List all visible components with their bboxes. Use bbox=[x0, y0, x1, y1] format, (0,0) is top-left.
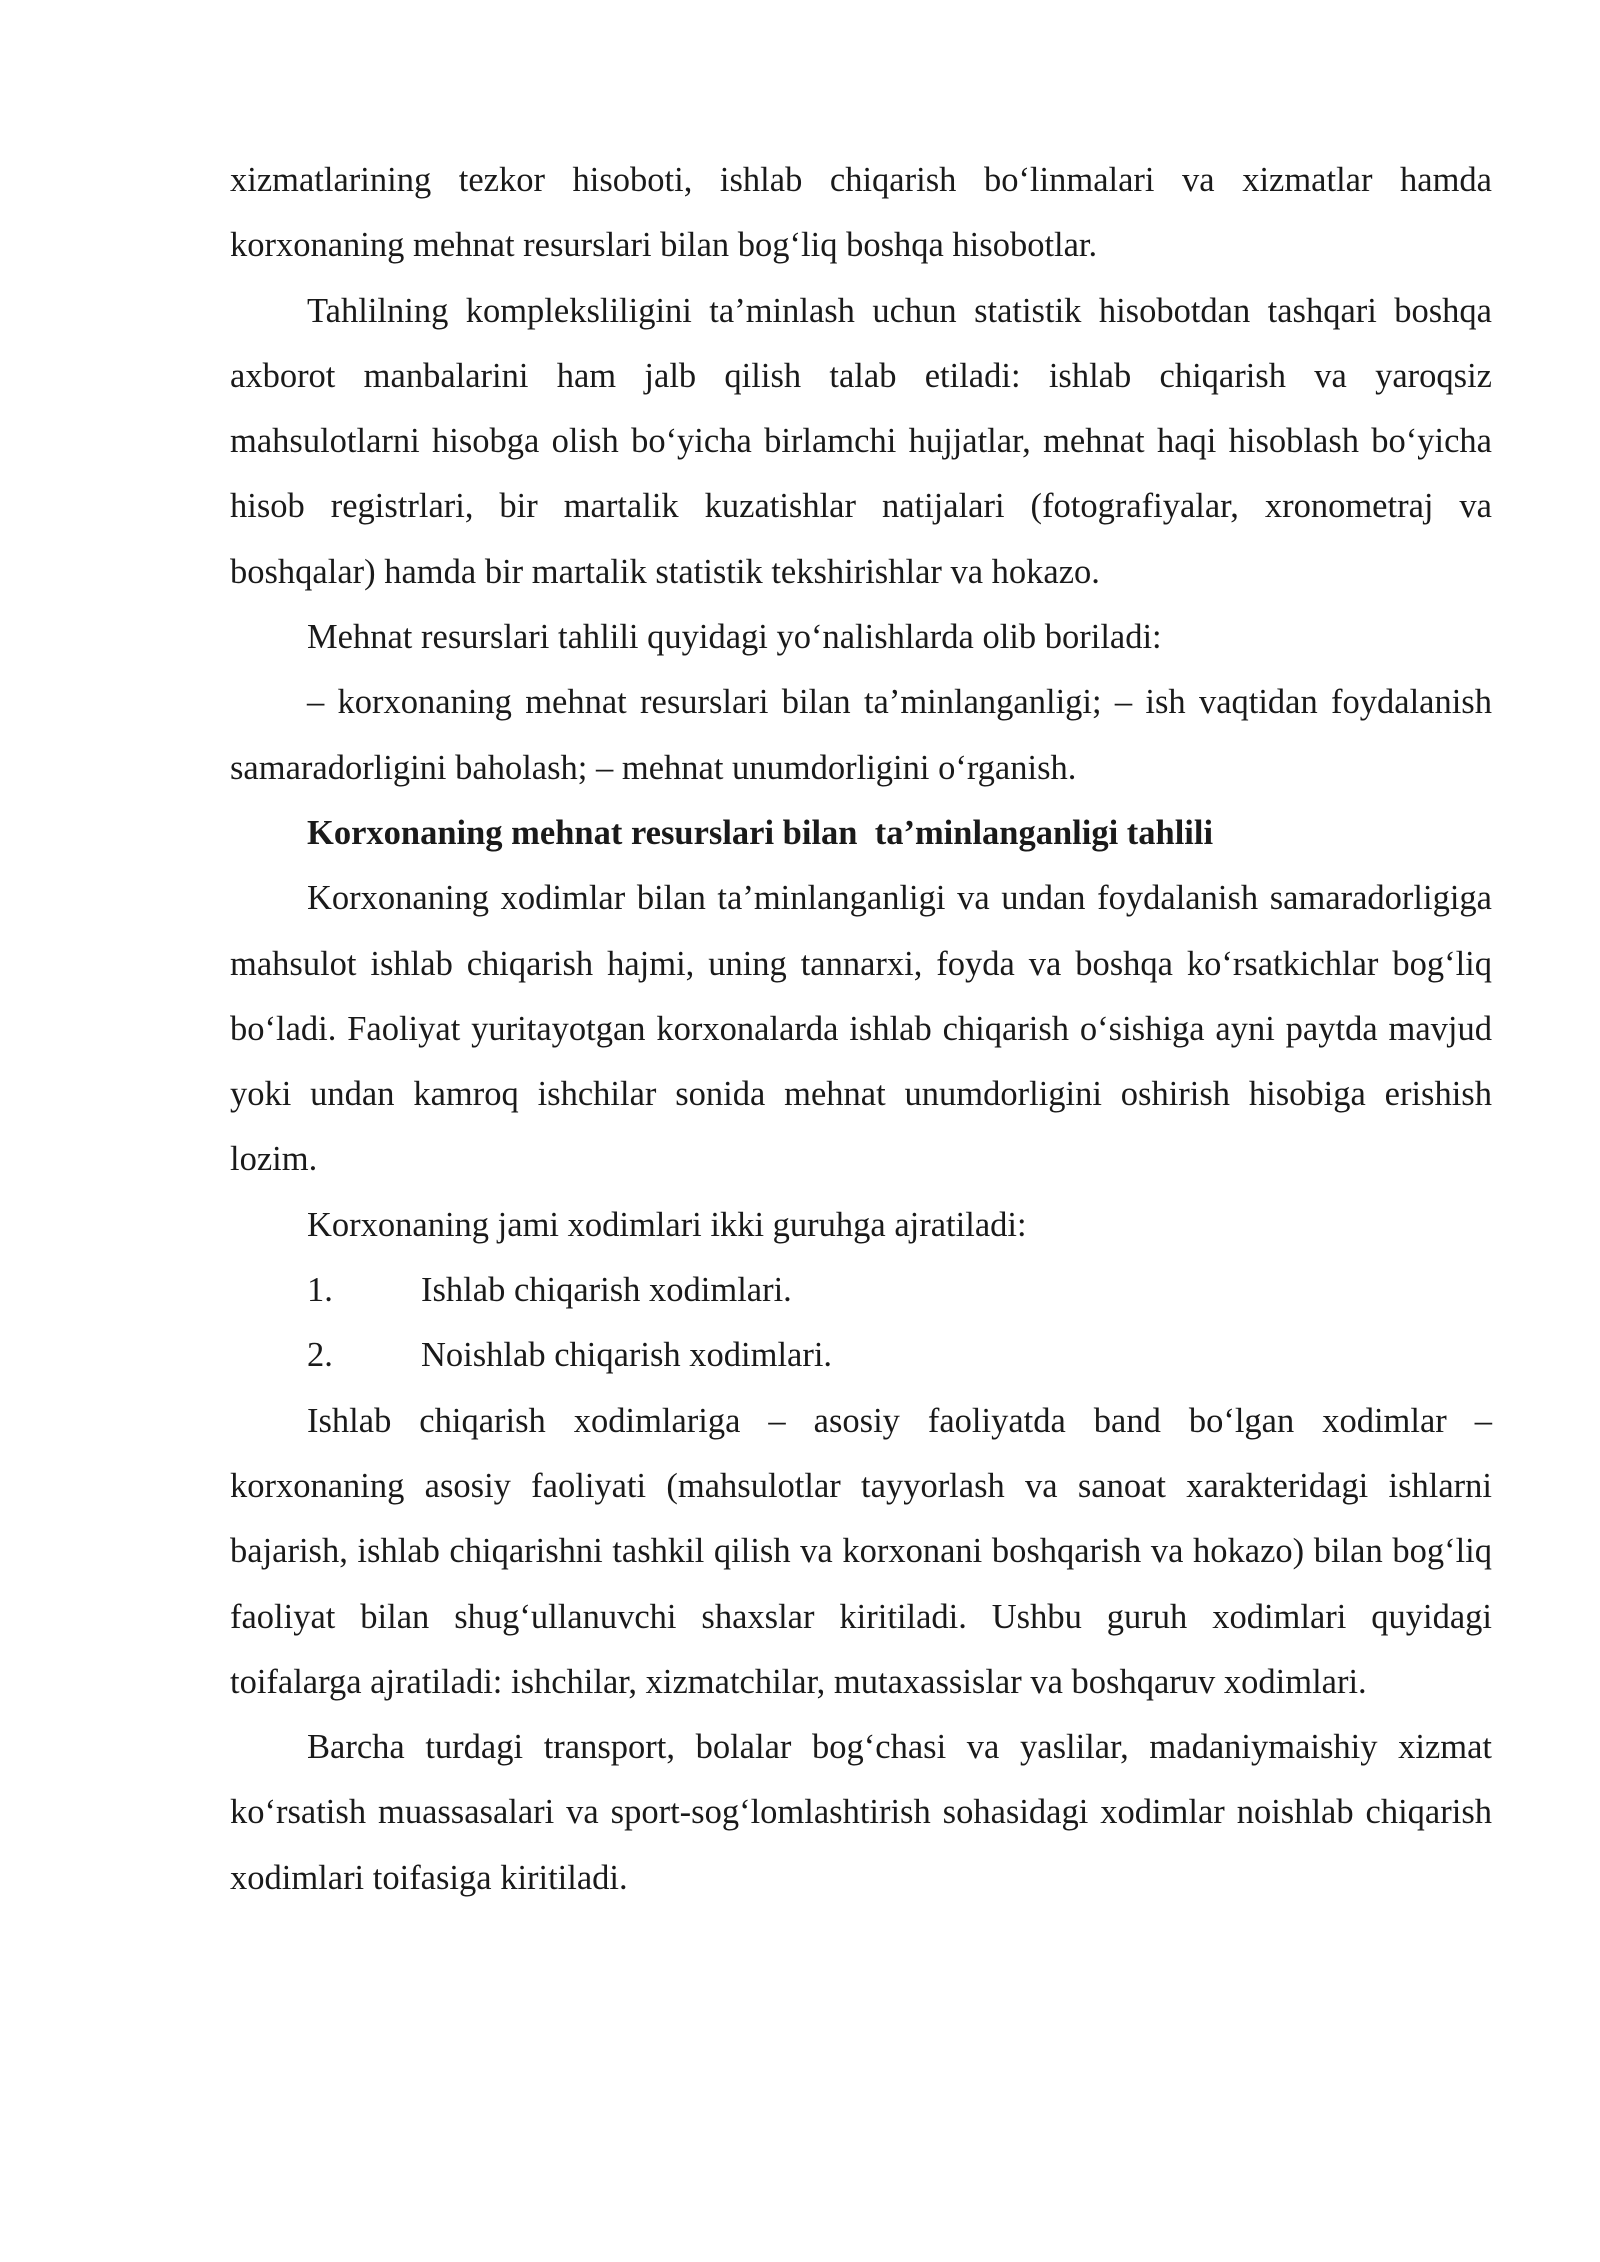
paragraph-staffing: Korxonaning xodimlar bilan ta’minlanganligi va undan foydalanish samaradorligiga mahsulot ishlab chiqarish hajmi, uning tannarxi, foyda va boshqa ko‘rsatkichlar bog‘liq bo‘ladi. Faoliyat yuritayotgan korxonalarda ishlab chiqarish o‘sishiga ayni paytda mavjud yoki undan kamroq ishchilar sonida mehnat unumdorligini oshirish hisobiga erishish lozim. bbox=[230, 879, 1492, 1179]
section-heading: Korxonaning mehnat resurslari bilan ta’minlanganligi tahlili bbox=[307, 813, 1214, 852]
list-item-text: Noishlab chiqarish xodimlari. bbox=[421, 1336, 833, 1375]
paragraph-directions-list: – korxonaning mehnat resurslari bilan ta’minlanganligi; – ish vaqtidan foydalanish samaradorligini baholash; – mehnat unumdorligini o‘rganish. bbox=[230, 683, 1492, 787]
document-page bbox=[230, 148, 1492, 1911]
paragraph-analysis-directions: Mehnat resurslari tahlili quyidagi yo‘nalishlarda olib boriladi: bbox=[307, 618, 1162, 657]
paragraph-staff-groups: Korxonaning jami xodimlari ikki guruhga ajratiladi: bbox=[307, 1205, 1027, 1244]
paragraph-production-staff: Ishlab chiqarish xodimlariga – asosiy faoliyatda band bo‘lgan xodimlar – korxonaning asosiy faoliyati (mahsulotlar tayyorlash va sanoat xarakteridagi ishlarni bajarish, ishlab chiqarishni tashkil qilish va korxonani boshqarish va hokazo) bilan bog‘liq faoliyat bilan shug‘ullanuvchi shaxslar kiritiladi. Ushbu guruh xodimlari quyidagi toifalarga ajratiladi: ishchilar, xizmatchilar, mutaxassislar va boshqaruv xodimlari. bbox=[230, 1401, 1492, 1701]
list-item bbox=[230, 1258, 1492, 1323]
list-item-number: 2. bbox=[307, 1336, 333, 1375]
list-item bbox=[230, 1323, 1492, 1388]
paragraph-information-sources: Tahlilning kompleksliligini ta’minlash uchun statistik hisobotdan tashqari boshqa axborot manbalarini ham jalb qilish talab etiladi: ishlab chiqarish va yaroqsiz mahsulotlarni hisobga olish bo‘yicha birlamchi hujjatlar, mehnat haqi hisoblash bo‘yicha hisob registrlari, bir martalik kuzatishlar natijalari (fotografiyalar, xronometraj va boshqalar) hamda bir martalik statistik tekshirishlar va hokazo. bbox=[230, 291, 1492, 591]
paragraph-continuation: xizmatlarining tezkor hisoboti, ishlab chiqarish bo‘linmalari va xizmatlar hamda korxonaning mehnat resurslari bilan bog‘liq boshqa hisobotlar. bbox=[230, 161, 1492, 265]
list-item-number: 1. bbox=[307, 1271, 333, 1310]
list-item-text: Ishlab chiqarish xodimlari. bbox=[421, 1271, 792, 1310]
paragraph-non-production-staff: Barcha turdagi transport, bolalar bog‘chasi va yaslilar, madaniymaishiy xizmat ko‘rsatish muassasalari va sport-sog‘lomlashtirish sohasidagi xodimlar noishlab chiqarish xodimlari toifasiga kiritiladi. bbox=[230, 1728, 1492, 1897]
